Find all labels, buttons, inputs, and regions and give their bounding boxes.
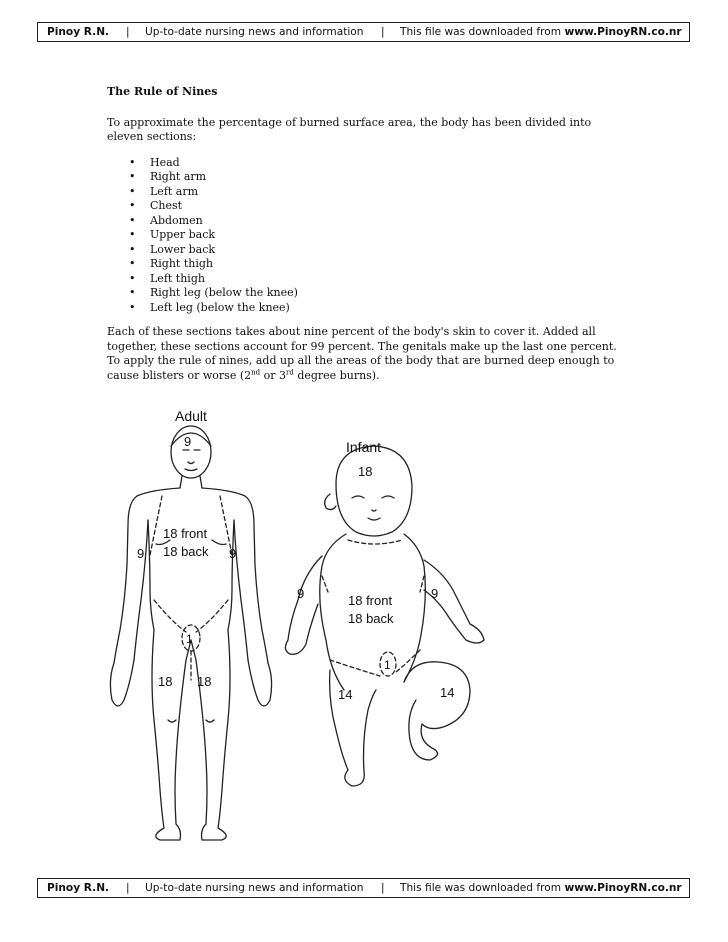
list-item: • Left leg (below the knee) [107, 301, 627, 316]
header-site-name: Pinoy R.N. [47, 26, 110, 38]
list-item: • Right leg (below the knee) [107, 286, 627, 301]
adult-left-arm-value: 9 [137, 546, 145, 561]
infant-genitals-value: 1 [384, 658, 391, 672]
infant-trunk-front-value: 18 front [348, 593, 393, 608]
footer-download-link[interactable]: www.PinoyRN.co.nr [564, 882, 682, 894]
list-item: • Upper back [107, 228, 627, 243]
infant-right-arm-value: 9 [431, 586, 439, 601]
list-item: • Lower back [107, 243, 627, 258]
footer-separator: | [381, 882, 385, 894]
header-download-notice: This file was downloaded from www.PinoyRN.co.nr [400, 26, 682, 38]
adult-right-leg-value: 18 [197, 674, 212, 689]
list-item: • Left arm [107, 185, 627, 200]
footer-download-notice: This file was downloaded from www.PinoyRN.co.nr [400, 882, 682, 894]
infant-region-boundaries [322, 540, 424, 676]
infant-trunk-back-value: 18 back [348, 611, 394, 626]
infant-label: Infant [346, 439, 382, 455]
adult-genitals-value: 1 [186, 632, 193, 646]
adult-region-boundaries [150, 496, 232, 680]
footer-tagline: Up-to-date nursing news and information [145, 882, 364, 894]
adult-trunk-front-value: 18 front [163, 526, 208, 541]
intro-paragraph: To approximate the percentage of burned surface area, the body has been divided into eleven sections: [107, 115, 592, 143]
list-item: • Left thigh [107, 272, 627, 287]
list-item: • Right thigh [107, 257, 627, 272]
infant-left-arm-value: 9 [297, 586, 305, 601]
list-item: • Chest [107, 199, 627, 214]
header-download-link[interactable]: www.PinoyRN.co.nr [564, 26, 682, 38]
header-separator: | [126, 26, 130, 38]
list-item: • Right arm [107, 170, 627, 185]
document-title: The Rule of Nines [107, 85, 218, 98]
page-footer [37, 878, 690, 898]
infant-head-value: 18 [358, 464, 373, 479]
footer-separator: | [126, 882, 130, 894]
adult-right-arm-value: 9 [229, 546, 237, 561]
adult-label: Adult [175, 408, 207, 424]
header-separator: | [381, 26, 385, 38]
header-tagline: Up-to-date nursing news and information [145, 26, 364, 38]
adult-left-leg-value: 18 [158, 674, 173, 689]
adult-head-value: 9 [184, 434, 192, 449]
infant-left-leg-value: 14 [338, 687, 353, 702]
body-paragraph: Each of these sections takes about nine percent of the body's skin to cover it. Added all together, these sections account for 99 percent. The genitals make up the last one percent. To apply the rule of nines, add up all the areas of the body that are burned deep enough to cause blisters or worse (2nd or 3rd degree burns). [107, 325, 617, 382]
infant-right-leg-value: 14 [440, 685, 455, 700]
list-item: • Head [107, 156, 627, 171]
list-item: • Abdomen [107, 214, 627, 229]
adult-trunk-back-value: 18 back [163, 544, 209, 559]
footer-site-name: Pinoy R.N. [47, 882, 110, 894]
